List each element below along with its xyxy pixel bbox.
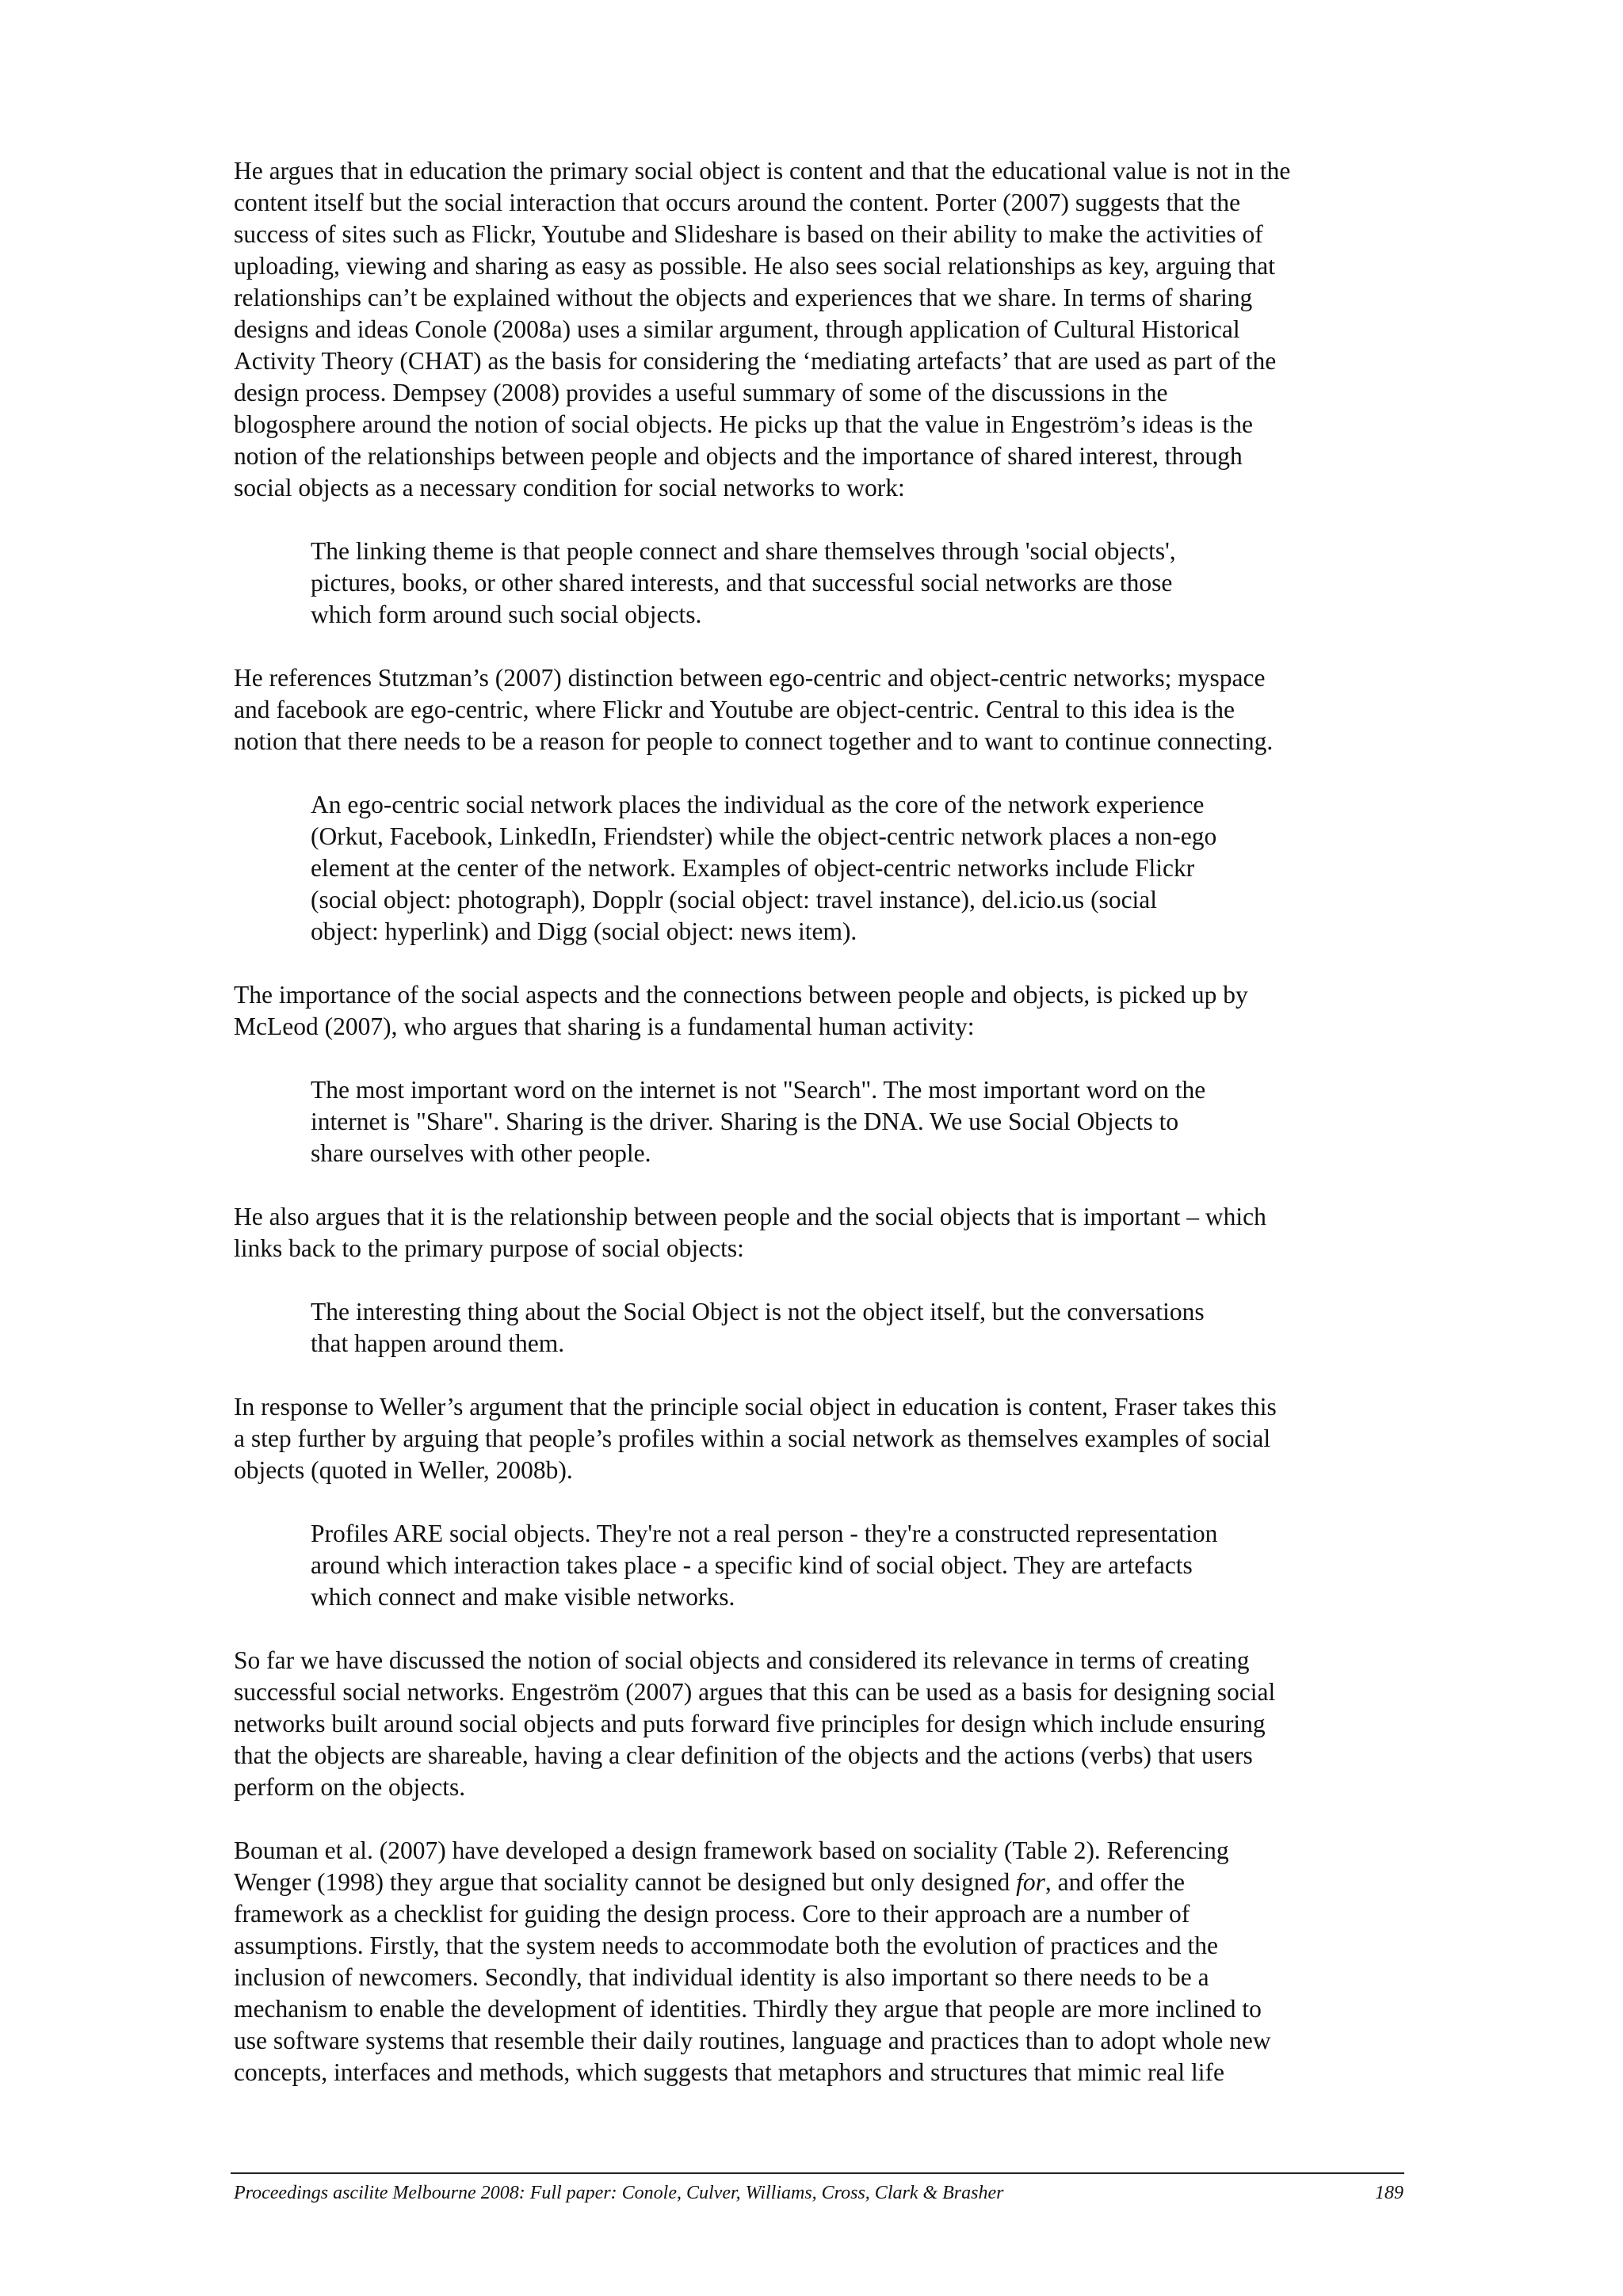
text-line: that the objects are shareable, having a clear definition of the objects and the actions (verbs) that users [234,1741,1253,1769]
paragraph-7 [234,1835,1407,2088]
paragraph-3 [234,979,1407,1043]
text-line: (social object: photograph), Dopplr (social object: travel instance), del.icio.us (social [311,886,1158,913]
text-line: share ourselves with other people. [311,1139,651,1167]
text-line: framework as a checklist for guiding the design process. Core to their approach are a number of [234,1900,1190,1928]
paragraph-1 [234,155,1407,504]
body-text [234,155,1407,2120]
text-line: The importance of the social aspects and the connections between people and objects, is picked up by [234,981,1248,1009]
emphasis: for [1016,1868,1045,1896]
text-line: content itself but the social interaction that occurs around the content. Porter (2007) suggests that the [234,189,1241,216]
text-line: designs and ideas Conole (2008a) uses a similar argument, through application of Cultural Historical [234,315,1240,343]
text-line: He references Stutzman’s (2007) distinction between ego-centric and object-centric networks; myspace [234,664,1266,692]
text-line: Activity Theory (CHAT) as the basis for considering the ‘mediating artefacts’ that are used as part of the [234,347,1277,375]
text-line: perform on the objects. [234,1773,466,1801]
text-line: mechanism to enable the development of identities. Thirdly they argue that people are more inclined to [234,1995,1262,2023]
text-line: relationships can’t be explained without the objects and experiences that we share. In terms of sharing [234,284,1253,311]
block-quote-2 [311,789,1297,948]
text-run: , and offer the [1044,1868,1185,1896]
text-line [234,1867,1407,1898]
text-line: He argues that in education the primary social object is content and that the educational value is not in the [234,157,1291,185]
paragraph-2 [234,662,1407,757]
text-line: notion that there needs to be a reason for people to connect together and to want to continue connecting. [234,727,1274,755]
page-footer [234,2181,1403,2205]
text-line: networks built around social objects and puts forward five principles for design which include ensuring [234,1710,1266,1737]
paragraph-4 [234,1201,1407,1264]
text-line: element at the center of the network. Examples of object-centric networks include Flickr [311,854,1195,882]
text-line: success of sites such as Flickr, Youtube and Slideshare is based on their ability to make the activities of [234,220,1263,248]
page-number: 189 [1375,2183,1403,2203]
text-line: pictures, books, or other shared interests, and that successful social networks are those [311,569,1173,597]
text-line: Bouman et al. (2007) have developed a design framework based on sociality (Table 2). Referencing [234,1836,1229,1864]
text-run: Wenger (1998) they argue that sociality cannot be designed but only designed [234,1868,1017,1896]
text-line: An ego-centric social network places the individual as the core of the network experience [311,791,1205,818]
text-line: and facebook are ego-centric, where Flickr and Youtube are object-centric. Central to this idea is the [234,696,1235,723]
text-line: a step further by arguing that people’s profiles within a social network as themselves examples of social [234,1425,1271,1452]
text-line: links back to the primary purpose of social objects: [234,1234,744,1262]
text-line: around which interaction takes place - a specific kind of social object. They are artefacts [311,1551,1193,1579]
text-line: The linking theme is that people connect and share themselves through 'social objects', [311,537,1176,565]
block-quote-5 [311,1518,1297,1613]
text-line: concepts, interfaces and methods, which suggests that metaphors and structures that mimic real life [234,2058,1225,2086]
text-line: objects (quoted in Weller, 2008b). [234,1456,573,1484]
text-line: (Orkut, Facebook, LinkedIn, Friendster) while the object-centric network places a non-ego [311,822,1217,850]
text-line: assumptions. Firstly, that the system needs to accommodate both the evolution of practices and the [234,1932,1218,1959]
paragraph-5 [234,1391,1407,1486]
text-line: uploading, viewing and sharing as easy as possible. He also sees social relationships as key, arguing that [234,252,1275,280]
text-line: internet is "Share". Sharing is the driver. Sharing is the DNA. We use Social Objects to [311,1108,1179,1135]
text-line: The most important word on the internet is not "Search". The most important word on the [311,1076,1206,1104]
text-line: which connect and make visible networks. [311,1583,735,1611]
text-line: He also argues that it is the relationship between people and the social objects that is important – which [234,1203,1266,1230]
text-line: So far we have discussed the notion of social objects and considered its relevance in terms of creating [234,1646,1250,1674]
text-line: that happen around them. [311,1329,565,1357]
text-line: notion of the relationships between people and objects and the importance of shared interest, through [234,442,1243,470]
text-line: inclusion of newcomers. Secondly, that individual identity is also important so there needs to be a [234,1963,1209,1991]
text-line: object: hyperlink) and Digg (social object: news item). [311,917,857,945]
text-line: design process. Dempsey (2008) provides a useful summary of some of the discussions in the [234,379,1168,406]
block-quote-3 [311,1074,1297,1169]
text-line: The interesting thing about the Social Object is not the object itself, but the conversations [311,1298,1205,1325]
block-quote-1 [311,536,1297,631]
text-line: Profiles ARE social objects. They're not a real person - they're a constructed representation [311,1520,1218,1547]
text-line: use software systems that resemble their daily routines, language and practices than to adopt whole new [234,2027,1271,2054]
text-line: McLeod (2007), who argues that sharing is a fundamental human activity: [234,1013,975,1040]
text-line: successful social networks. Engeström (2007) argues that this can be used as a basis for designing social [234,1678,1276,1706]
text-line: blogosphere around the notion of social objects. He picks up that the value in Engeström’s ideas is the [234,410,1253,438]
footer-citation: Proceedings ascilite Melbourne 2008: Full paper: Conole, Culver, Williams, Cross, Clark & Brasher [234,2183,1004,2203]
text-line: which form around such social objects. [311,601,702,628]
footer-divider [231,2172,1404,2174]
text-line: In response to Weller’s argument that the principle social object in education is content, Fraser takes this [234,1393,1277,1421]
block-quote-4 [311,1296,1297,1360]
paragraph-6 [234,1645,1407,1803]
text-line: social objects as a necessary condition for social networks to work: [234,474,905,502]
